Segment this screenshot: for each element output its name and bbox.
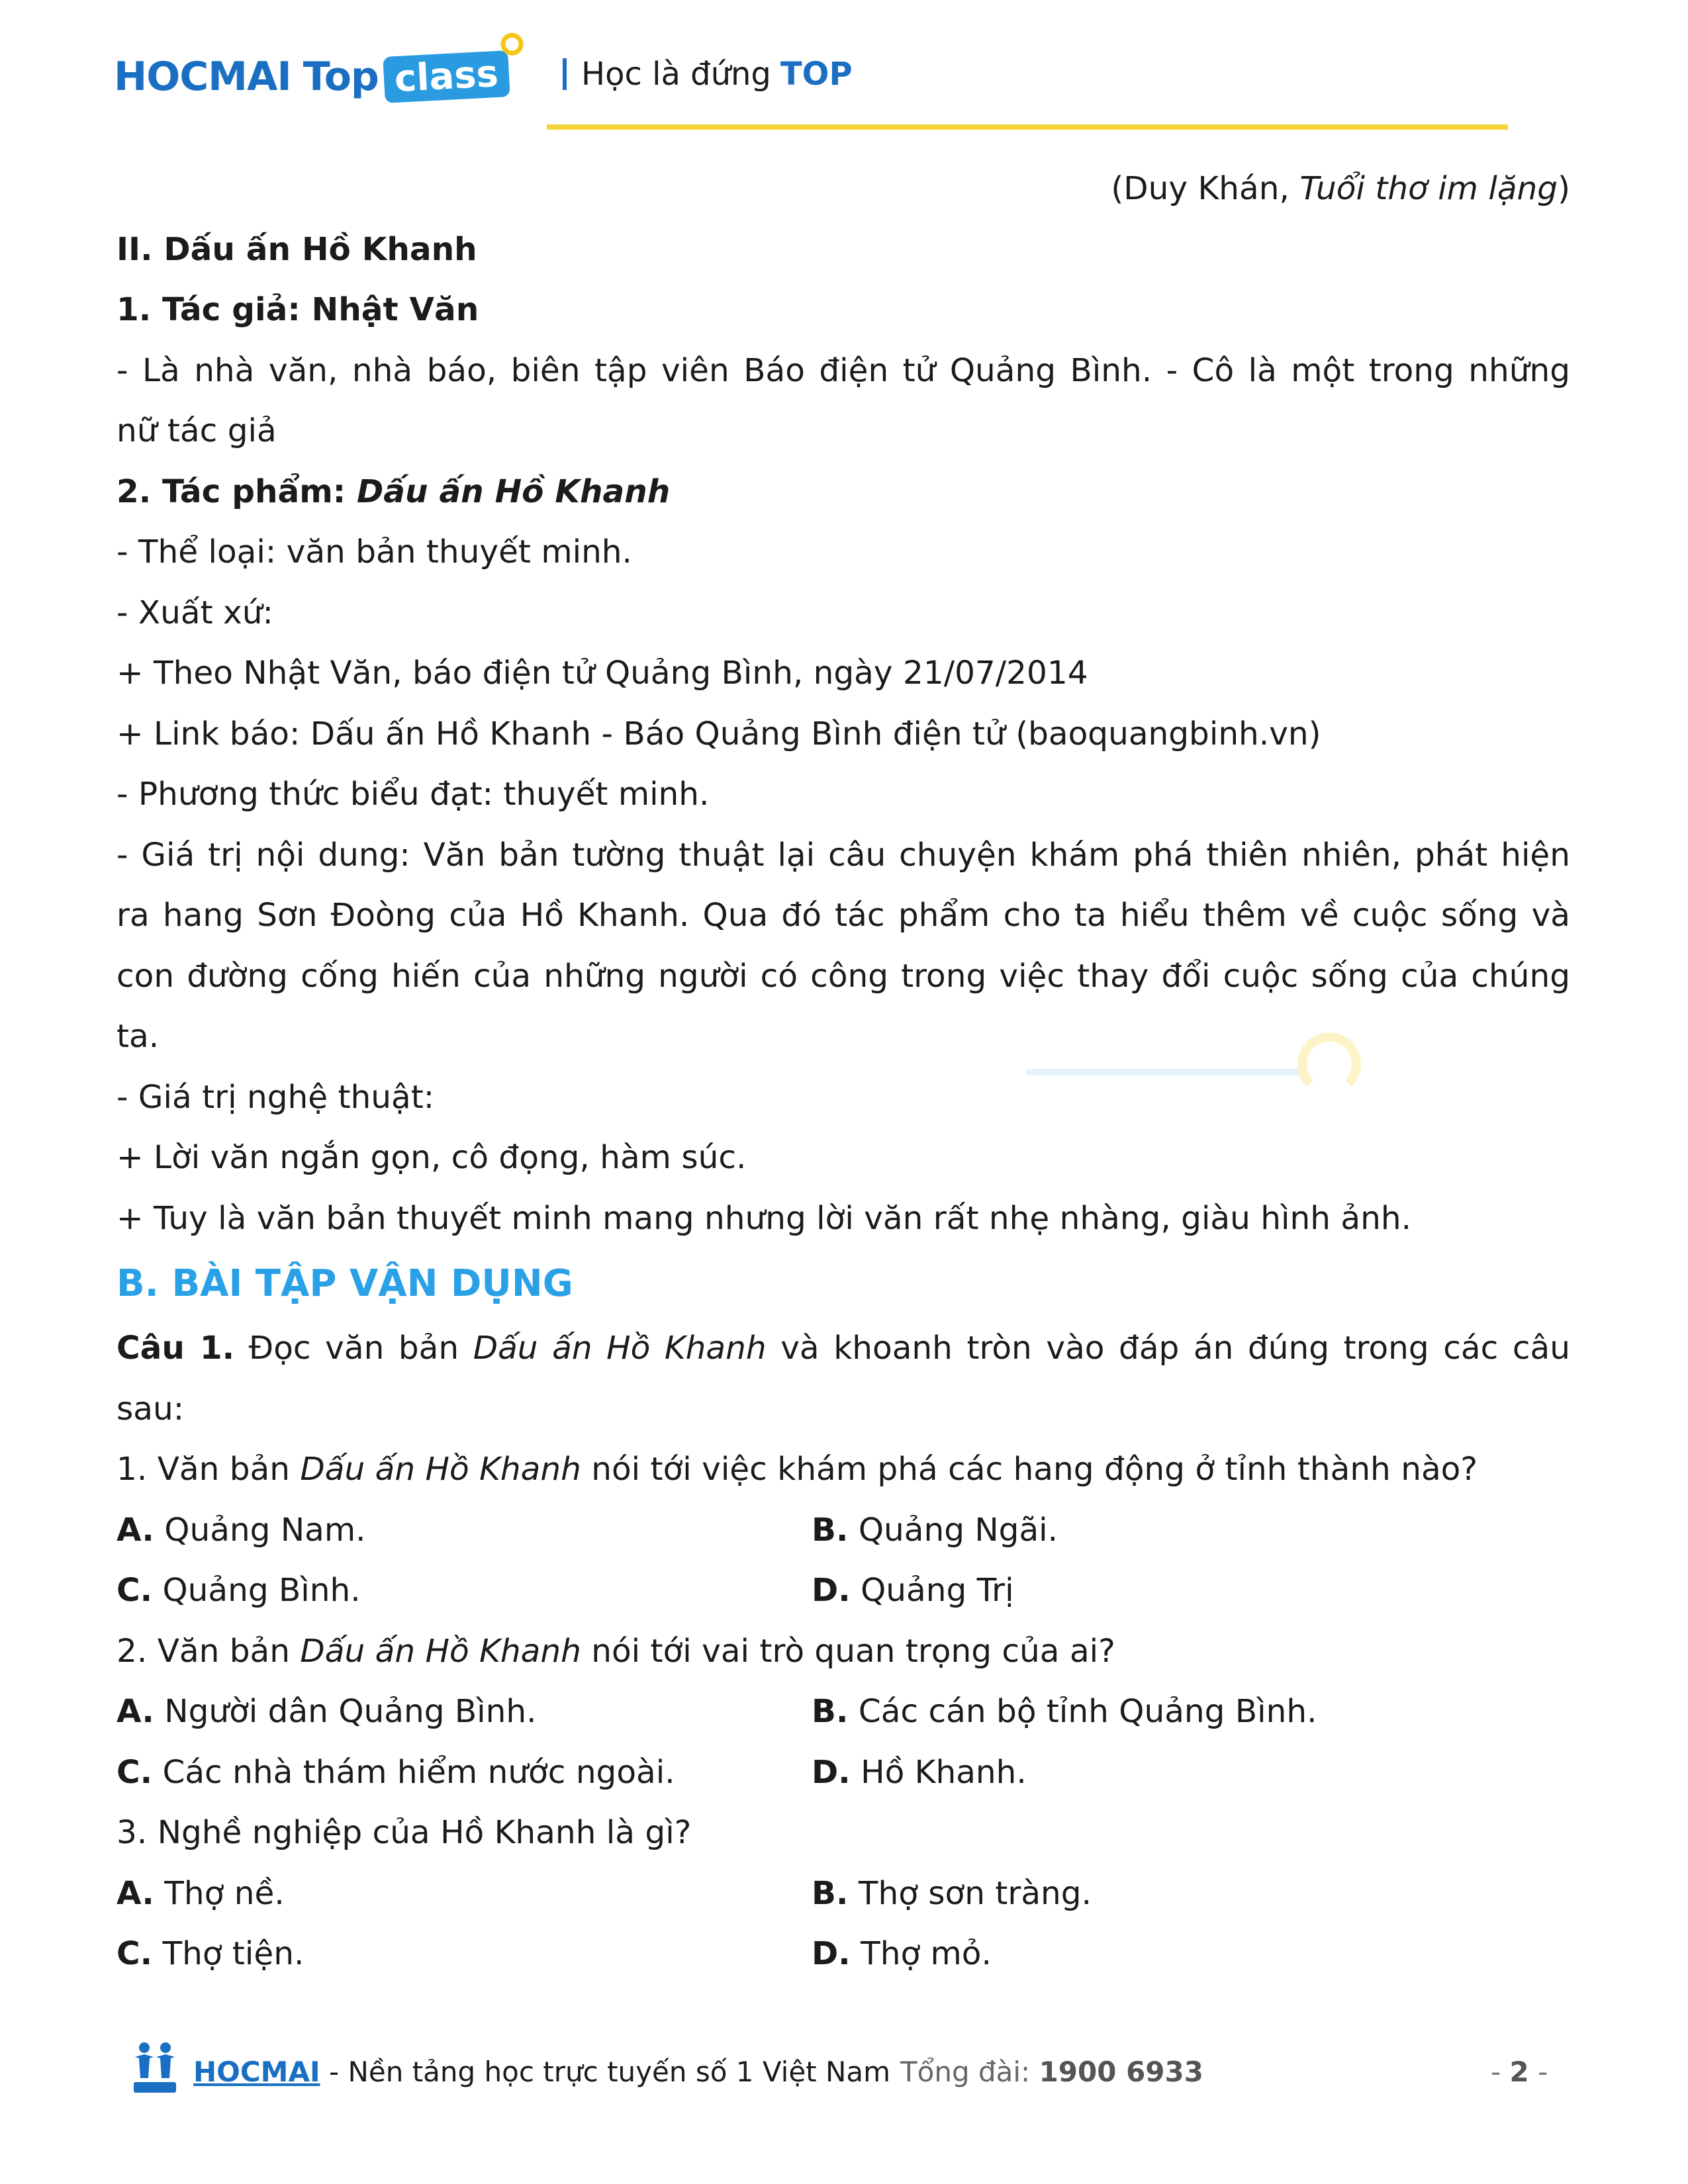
sub-question-title: Dấu ấn Hồ Khanh — [300, 1632, 581, 1670]
slogan-divider — [563, 58, 567, 90]
citation — [117, 159, 1570, 220]
slogan-top-text: TOP — [780, 56, 853, 93]
answer-option-c[interactable] — [117, 1743, 812, 1803]
answer-option-b[interactable] — [812, 1682, 1507, 1743]
hotline-label: Tổng đài: — [900, 2056, 1039, 2088]
slogan-text: Học là đứng — [581, 56, 771, 93]
question-label: Câu 1. — [117, 1330, 235, 1367]
genre-line: - Thể loại: văn bản thuyết minh. — [117, 533, 632, 570]
citation-title: Tuổi thơ im lặng — [1299, 170, 1558, 207]
sub-question — [117, 1439, 1570, 1500]
author-line: nữ tác giả — [117, 412, 277, 449]
origin-detail: + Theo Nhật Văn, báo điện tử Quảng Bình, ngày 21/07/2014 — [117, 655, 1088, 692]
logo-class-badge — [383, 50, 510, 103]
page-number-prefix: - — [1491, 2056, 1510, 2088]
option-key: B. — [812, 1874, 849, 1912]
art-item: + Lời văn ngắn gọn, cô đọng, hàm súc. — [117, 1139, 747, 1176]
question-line — [117, 1318, 1570, 1379]
option-key: D. — [812, 1935, 851, 1972]
answer-option-a[interactable] — [117, 1864, 812, 1925]
option-key: C. — [117, 1935, 153, 1972]
origin-line: - Xuất xứ: — [117, 594, 273, 631]
answer-option-c[interactable] — [117, 1561, 812, 1621]
option-key: D. — [812, 1753, 851, 1791]
answer-option-d[interactable] — [812, 1924, 1507, 1985]
answer-option-d[interactable] — [812, 1743, 1507, 1803]
work-heading — [117, 462, 1570, 523]
page-number-suffix: - — [1528, 2056, 1548, 2088]
answer-option-a[interactable] — [117, 1500, 812, 1561]
sub-question: 3. Nghề nghiệp của Hồ Khanh là gì? — [117, 1814, 692, 1851]
hotline-number: 1900 6933 — [1039, 2056, 1203, 2088]
option-text: Thợ tiện. — [152, 1935, 305, 1972]
option-text: Quảng Trị — [850, 1572, 1014, 1609]
option-key: C. — [117, 1572, 153, 1609]
option-text: Quảng Bình. — [152, 1572, 361, 1609]
hocmai-topclass-logo — [114, 44, 509, 110]
question-work-title: Dấu ấn Hồ Khanh — [473, 1330, 767, 1367]
question-text: và khoanh tròn vào đáp án đúng trong các câu — [766, 1330, 1570, 1367]
options-row — [117, 1743, 1570, 1803]
option-key: C. — [117, 1753, 153, 1791]
question-text: Đọc văn bản — [234, 1330, 473, 1367]
author-heading: 1. Tác giả: Nhật Văn — [117, 291, 479, 328]
exercise-section-title: B. BÀI TẬP VẬN DỤNG — [117, 1262, 573, 1305]
sub-question-suffix: nói tới việc khám phá các hang động ở tỉnh thành nào? — [581, 1451, 1478, 1488]
answer-option-a[interactable] — [117, 1682, 812, 1743]
option-key: B. — [812, 1693, 849, 1730]
options-row — [117, 1682, 1570, 1743]
option-text: Thợ sơn tràng. — [848, 1874, 1092, 1912]
answer-option-c[interactable] — [117, 1924, 812, 1985]
option-key: A. — [117, 1874, 154, 1912]
option-text: Quảng Nam. — [154, 1511, 366, 1549]
question-line: sau: — [117, 1390, 185, 1428]
gear-icon — [500, 32, 524, 56]
footer-tagline-text: - Nền tảng học trực tuyến số 1 Việt Nam — [320, 2056, 891, 2088]
footer-brand-link[interactable]: HOCMAI — [193, 2056, 320, 2088]
work-heading-prefix: 2. Tác phẩm: — [117, 473, 357, 510]
work-heading-title: Dấu ấn Hồ Khanh — [357, 473, 671, 510]
page-number — [1491, 2056, 1548, 2088]
option-key: D. — [812, 1572, 851, 1609]
answer-option-b[interactable] — [812, 1864, 1507, 1925]
method-line: - Phương thức biểu đạt: thuyết minh. — [117, 776, 710, 813]
page-footer — [0, 2038, 1688, 2118]
options-row — [117, 1500, 1570, 1561]
citation-close: ) — [1558, 170, 1570, 207]
option-text: Quảng Ngãi. — [848, 1511, 1058, 1549]
sub-question-prefix: 1. Văn bản — [117, 1451, 301, 1488]
option-text: Các cán bộ tỉnh Quảng Bình. — [848, 1693, 1317, 1730]
option-text: Thợ mỏ. — [850, 1935, 992, 1972]
answer-option-b[interactable] — [812, 1500, 1507, 1561]
options-row — [117, 1561, 1570, 1621]
footer-tagline — [193, 2056, 890, 2088]
content-value-line: con đường cống hiến của những người có công trong việc thay đổi cuộc sống của chúng — [117, 957, 1570, 995]
options-row — [117, 1864, 1570, 1925]
author-line: - Là nhà văn, nhà báo, biên tập viên Báo điện tử Quảng Bình. - Cô là một trong những — [117, 351, 1570, 389]
citation-author: (Duy Khán, — [1111, 170, 1300, 207]
sub-question — [117, 1621, 1570, 1682]
art-heading: - Giá trị nghệ thuật: — [117, 1078, 435, 1116]
option-text: Các nhà thám hiểm nước ngoài. — [152, 1753, 675, 1791]
sub-question-prefix: 2. Văn bản — [117, 1632, 301, 1670]
logo-top-text: Top — [303, 54, 379, 100]
document-body — [117, 159, 1570, 1985]
option-key: A. — [117, 1511, 154, 1549]
art-item: + Tuy là văn bản thuyết minh mang nhưng lời văn rất nhẹ nhàng, giàu hình ảnh. — [117, 1199, 1412, 1237]
content-value-line: ta. — [117, 1018, 160, 1055]
option-text: Hồ Khanh. — [850, 1753, 1027, 1791]
logo-class-text: class — [393, 52, 500, 101]
content-value-line: - Giá trị nội dung: Văn bản tường thuật lại câu chuyện khám phá thiên nhiên, phát hiện — [117, 836, 1570, 874]
slogan — [563, 56, 853, 93]
footer-hotline — [900, 2056, 1203, 2088]
content-value-line: ra hang Sơn Đoòng của Hồ Khanh. Qua đó tác phẩm cho ta hiểu thêm về cuộc sống và — [117, 897, 1570, 934]
options-row — [117, 1924, 1570, 1985]
sub-question-title: Dấu ấn Hồ Khanh — [300, 1451, 581, 1488]
page-number-value: 2 — [1509, 2056, 1529, 2088]
option-key: A. — [117, 1693, 154, 1730]
hocmai-people-icon — [130, 2038, 180, 2098]
sub-question-suffix: nói tới vai trò quan trọng của ai? — [581, 1632, 1115, 1670]
link-line: + Link báo: Dấu ấn Hồ Khanh - Báo Quảng Bình điện tử (baoquangbinh.vn) — [117, 715, 1321, 752]
option-text: Thợ nề. — [154, 1874, 285, 1912]
section-heading: II. Dấu ấn Hồ Khanh — [117, 230, 477, 268]
option-text: Người dân Quảng Bình. — [154, 1693, 537, 1730]
logo-hocmai-text: HOCMAI — [114, 54, 291, 100]
answer-option-d[interactable] — [812, 1561, 1507, 1621]
header-divider — [547, 124, 1508, 130]
option-key: B. — [812, 1511, 849, 1549]
page-header — [0, 0, 1688, 139]
